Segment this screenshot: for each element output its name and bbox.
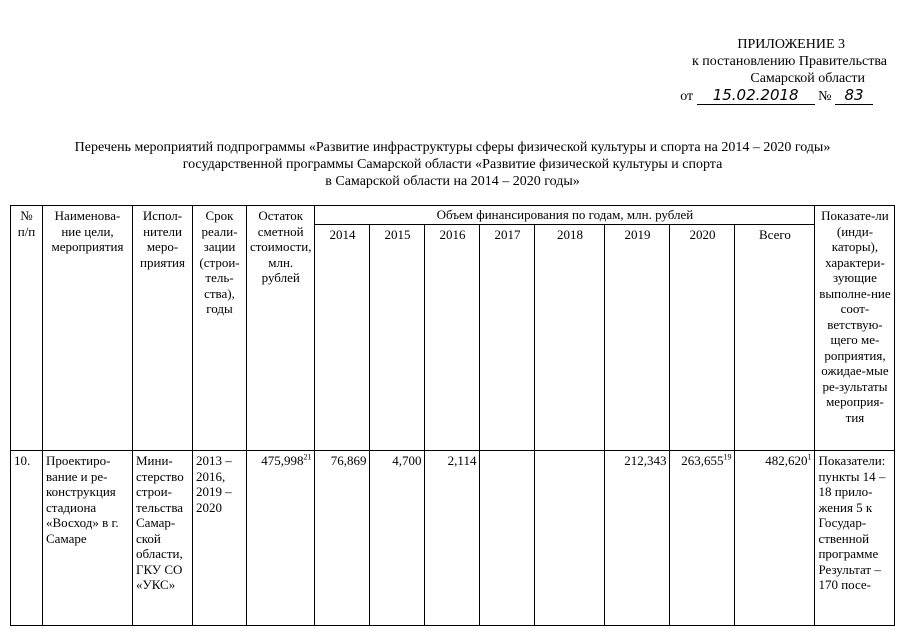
title-line-1: Перечень мероприятий подпрограммы «Развитие инфраструктуры сферы физической культуры и спорта на 2014 – 2020 годы»: [74, 140, 831, 155]
row-remaining-cost: 475,998$^{21}$: [247, 451, 315, 626]
measures-table: [10, 205, 895, 626]
handwritten-date: 15.02.2018: [697, 87, 815, 105]
header-remaining-cost: Остаток сметной стоимости, млн. рублей: [247, 206, 315, 451]
header-term: Срок реали-зации (строи-тель-ства), годы: [193, 206, 247, 451]
header-year-2014: 2014: [315, 225, 370, 451]
header-year-2018: 2018: [535, 225, 605, 451]
document-title: [0, 139, 905, 190]
number-label: №: [818, 89, 832, 104]
header-total: Всего: [735, 225, 815, 451]
row-2018: [535, 451, 605, 626]
header-year-2016: 2016: [425, 225, 480, 451]
document-header: [647, 36, 887, 105]
header-year-2020: 2020: [670, 225, 735, 451]
row-term: 2013 – 2016, 2019 – 2020: [193, 451, 247, 626]
row-2014: 76,869: [315, 451, 370, 626]
from-label: от: [680, 89, 694, 104]
title-line-2: государственной программы Самарской области «Развитие физической культуры и спорта: [182, 157, 723, 172]
row-indicators: Показатели: пункты 14 – 18 прило-жения 5 к Государ-ственной программе Результат – 170 посе-: [815, 451, 895, 626]
header-year-2019: 2019: [605, 225, 670, 451]
header-funding: Объем финансирования по годам, млн. рублей: [315, 206, 815, 225]
resolution-line: к постановлению Правительства: [691, 54, 887, 69]
table-row: [11, 451, 895, 626]
region-line: Самарской области: [750, 71, 865, 86]
row-num: 10.: [11, 451, 43, 626]
title-line-3: в Самарской области на 2014 – 2020 годы»: [325, 174, 580, 189]
row-2015: 4,700: [370, 451, 425, 626]
header-year-2017: 2017: [480, 225, 535, 451]
header-indicators: Показате-ли (инди-каторы), характери-зующие выполне-ние соот-ветствую-щего ме-роприятия, ожидае-мые ре-зультаты мероприя-тия: [815, 206, 895, 451]
row-2020: 263,655$^{19}$: [670, 451, 735, 626]
header-num: № п/п: [11, 206, 43, 451]
header-executors: Испол-нители меро-приятия: [133, 206, 193, 451]
appendix-label: ПРИЛОЖЕНИЕ 3: [737, 37, 845, 52]
row-2017: [480, 451, 535, 626]
row-executors: Мини-стерство строи-тельства Самар-ской области, ГКУ СО «УКС»: [133, 451, 193, 626]
row-2019: 212,343: [605, 451, 670, 626]
handwritten-number: 83: [835, 87, 873, 105]
header-name: Наименова-ние цели, мероприятия: [43, 206, 133, 451]
header-year-2015: 2015: [370, 225, 425, 451]
date-number-line: [647, 87, 887, 105]
row-2016: 2,114: [425, 451, 480, 626]
row-name: Проектиро-вание и ре-конструкция стадиона «Восход» в г. Самаре: [43, 451, 133, 626]
row-total: 482,620$^1$: [735, 451, 815, 626]
